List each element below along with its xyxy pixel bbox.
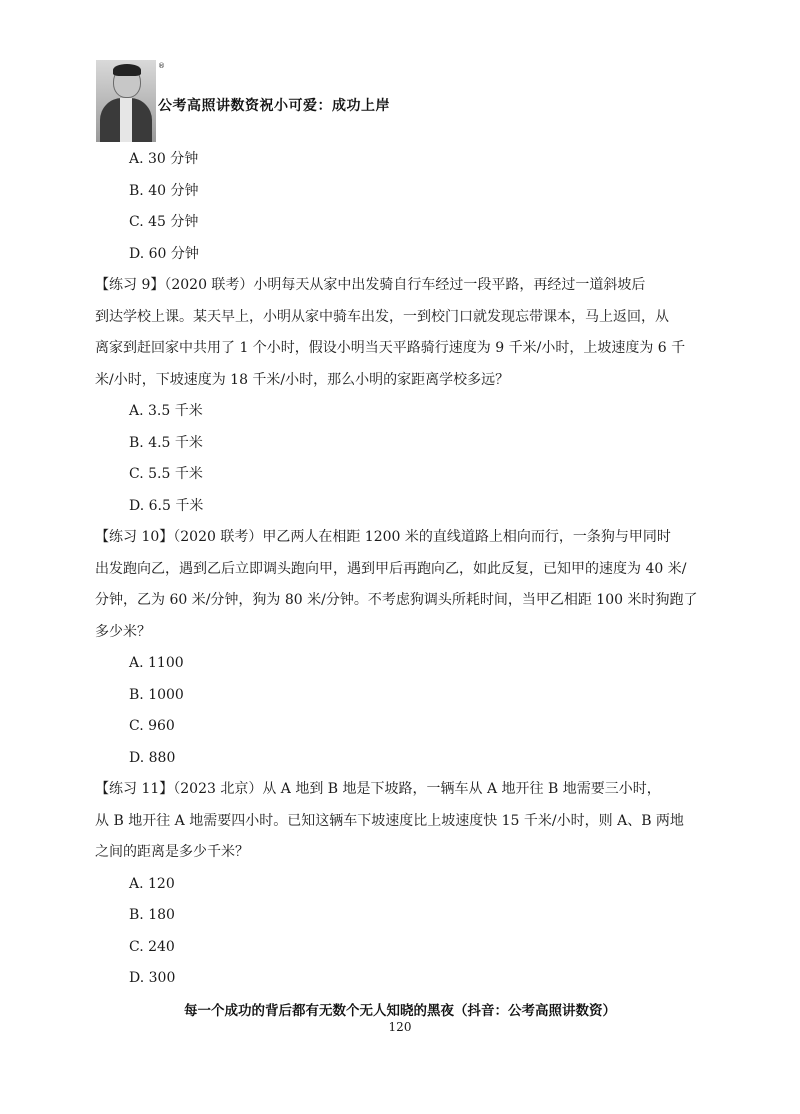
option-c: C. 240 — [129, 938, 175, 955]
question-line: 多少米？ — [95, 623, 151, 640]
option-b: B. 40 分钟 — [129, 182, 199, 199]
photo-hair — [113, 64, 141, 76]
page-content — [95, 144, 715, 995]
option-b: B. 4.5 千米 — [129, 434, 203, 451]
option-a: A. 3.5 千米 — [129, 403, 203, 419]
header-brand-text: 公考高照讲数资祝小可爱：成功上岸 — [158, 98, 390, 114]
option-d: D. 880 — [129, 749, 176, 766]
question-line: 从 B 地开往 A 地需要四小时。已知这辆车下坡速度比上坡速度快 15 千米/小时，则 A、B 两地 — [95, 812, 684, 829]
option-b: B. 180 — [129, 907, 175, 923]
page-header — [96, 60, 656, 142]
footer-slogan: 每一个成功的背后都有无数个无人知晓的黑夜（抖音：公考高照讲数资） — [184, 1003, 616, 1019]
option-b: B. 1000 — [129, 686, 184, 703]
option-c: C. 45 分钟 — [129, 214, 199, 230]
question-line: 出发跑向乙，遇到乙后立即调头跑向甲，遇到甲后再跑向乙，如此反复，已知甲的速度为 40 米/ — [95, 560, 687, 577]
question-line: 【练习 9】（2020 联考）小明每天从家中出发骑自行车经过一段平路，再经过一道斜坡后 — [95, 277, 646, 293]
photo-shirt — [120, 98, 132, 142]
option-c: C. 5.5 千米 — [129, 466, 203, 482]
page-number: 120 — [388, 1020, 412, 1034]
question-9 — [95, 270, 715, 522]
question-line: 之间的距离是多少千米？ — [95, 844, 249, 860]
question-line: 米/小时，下坡速度为 18 千米/小时，那么小明的家距离学校多远？ — [95, 371, 510, 388]
question-10 — [95, 522, 715, 774]
option-a: A. 1100 — [129, 655, 184, 671]
question-line: 【练习 10】（2020 联考）甲乙两人在相距 1200 米的直线道路上相向而行，一条狗与甲同时 — [95, 529, 671, 545]
option-d: D. 6.5 千米 — [129, 497, 204, 514]
author-photo — [96, 60, 156, 142]
option-a: A. 30 分钟 — [129, 151, 199, 167]
registered-mark: ® — [158, 62, 165, 70]
question-line: 【练习 11】（2023 北京）从 A 地到 B 地是下坡路，一辆车从 A 地开往 B 地需要三小时， — [95, 781, 661, 797]
option-c: C. 960 — [129, 718, 175, 734]
option-d: D. 60 分钟 — [129, 245, 199, 262]
question-line: 离家到赶回家中共用了 1 个小时，假设小明当天平路骑行速度为 9 千米/小时，上坡速度为 6 千 — [95, 340, 686, 356]
option-d: D. 300 — [129, 970, 176, 986]
question-line: 到达学校上课。某天早上，小明从家中骑车出发，一到校门口就发现忘带课本，马上返回，从 — [95, 308, 669, 325]
question-11 — [95, 774, 715, 995]
option-a: A. 120 — [129, 875, 175, 892]
question-line: 分钟，乙为 60 米/分钟，狗为 80 米/分钟。不考虑狗调头所耗时间，当甲乙相距 100 米时狗跑了 — [95, 592, 698, 608]
